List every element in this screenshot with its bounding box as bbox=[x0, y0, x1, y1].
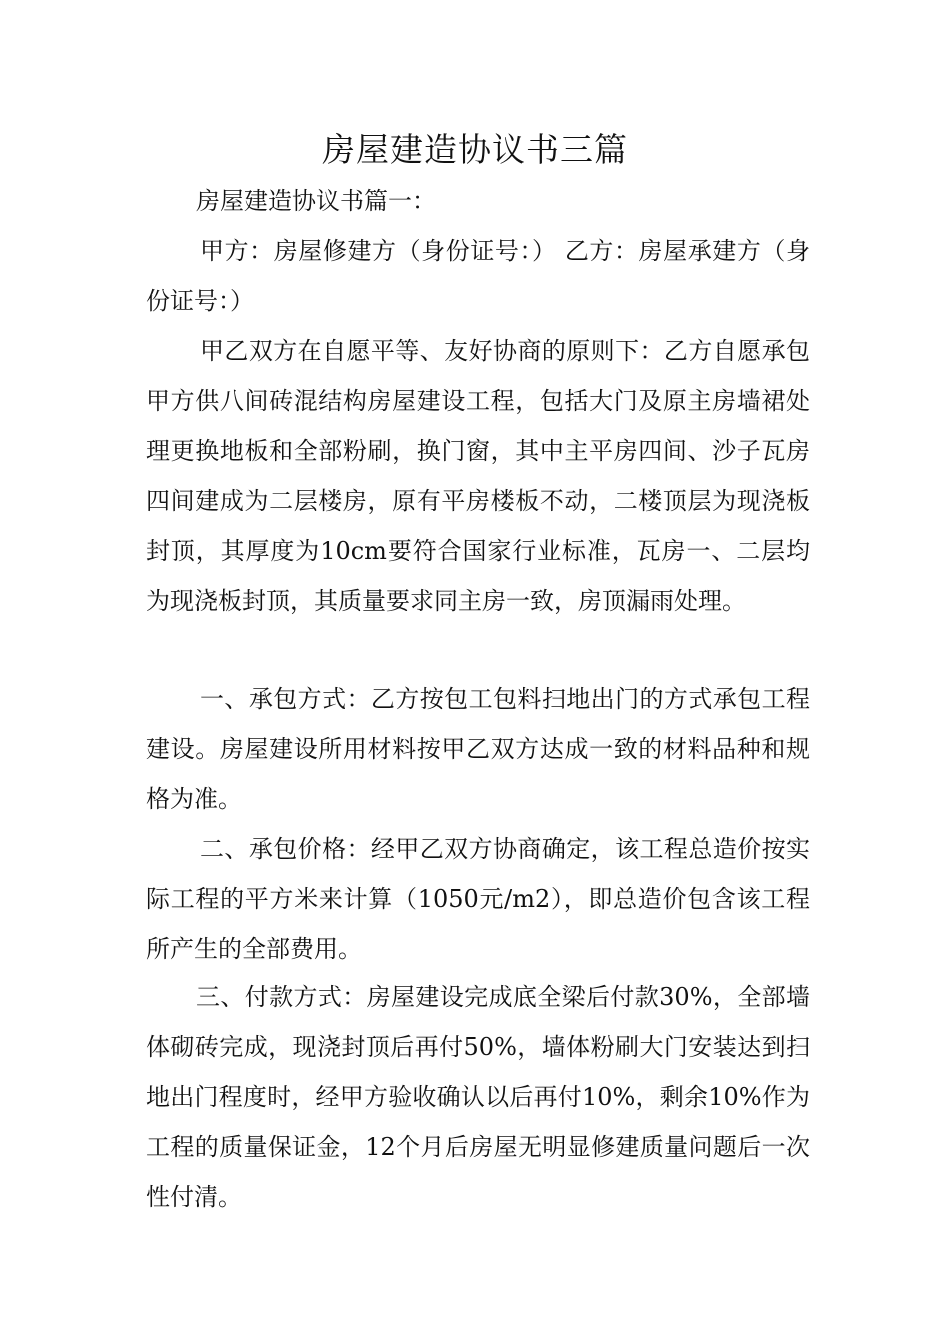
document-title: 房屋建造协议书三篇 bbox=[322, 130, 628, 169]
intro-paragraph: 甲乙双方在自愿平等、友好协商的原则下：乙方自愿承包甲方供八间砖混结构房屋建设工程，包括大门及原主房墙裙处理更换地板和全部粉刷，换门窗，其中主平房四间、沙子瓦房四间建成为二层楼房，原有平房楼板不动，二楼顶层为现浇板封顶，其厚度为10cm要符合国家行业标准，瓦房一、二层均为现浇板封顶，其质量要求同主房一致，房顶漏雨处理。 bbox=[146, 337, 810, 615]
clause-contract-method: 一、承包方式：乙方按包工包料扫地出门的方式承包工程建设。房屋建设所用材料按甲乙双方达成一致的材料品种和规格为准。 bbox=[146, 685, 810, 813]
clause-contract-price: 二、承包价格：经甲乙双方协商确定，该工程总造价按实际工程的平方米来计算（1050元/m2），即总造价包含该工程所产生的全部费用。 bbox=[146, 835, 810, 963]
parties-paragraph: 甲方：房屋修建方（身份证号：） 乙方：房屋承建方（身份证号：） bbox=[146, 237, 810, 315]
clause-payment-method: 三、付款方式：房屋建设完成底全梁后付款30%，全部墙体砌砖完成，现浇封顶后再付50%，墙体粉刷大门安装达到扫地出门程度时，经甲方验收确认以后再付10%，剩余10%作为工程的质量保证金，12个月后房屋无明显修建质量问题后一次性付清。 bbox=[146, 983, 810, 1211]
section-heading: 房屋建造协议书篇一： bbox=[196, 187, 436, 215]
